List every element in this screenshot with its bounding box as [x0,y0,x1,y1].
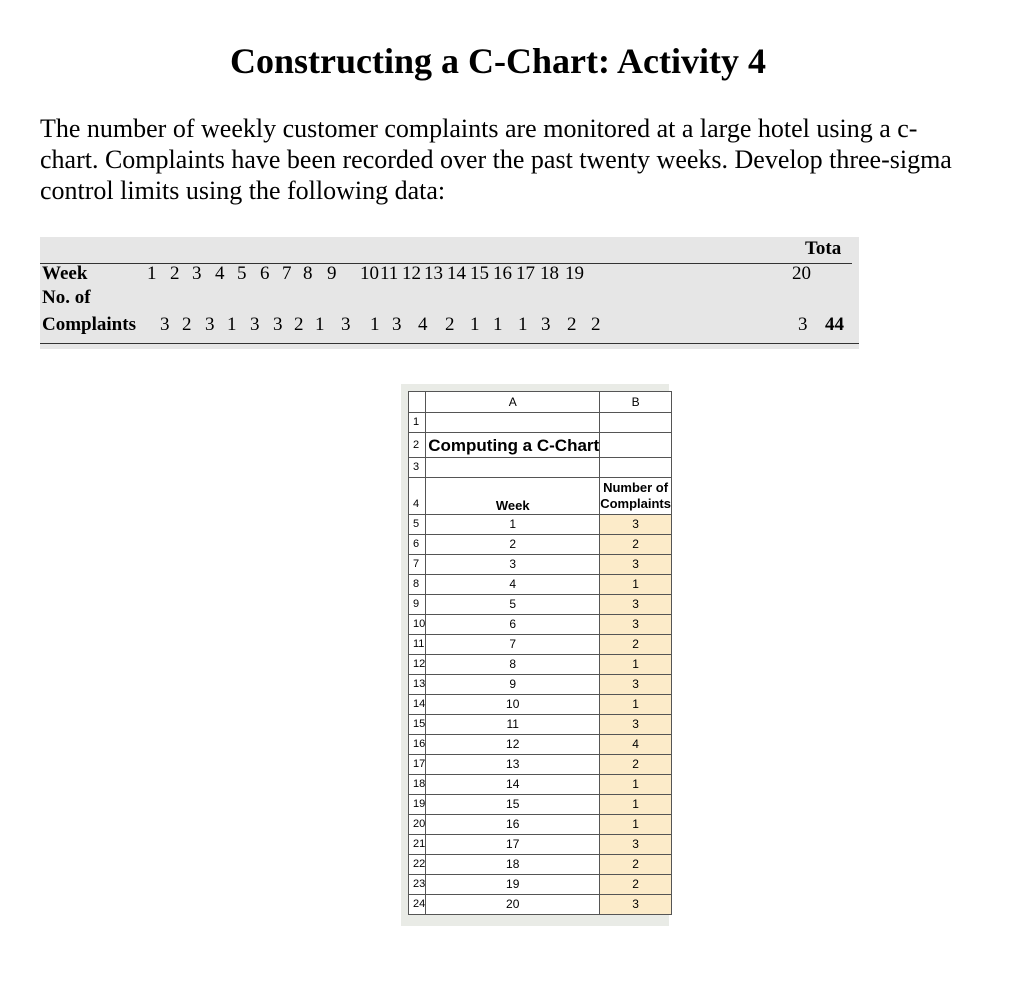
cell-a[interactable]: 6 [426,615,600,635]
cell-a[interactable]: 17 [426,835,600,855]
cell-b[interactable]: 3 [600,715,672,735]
week-number: 13 [424,263,443,284]
cell-a[interactable]: 16 [426,815,600,835]
cell-b[interactable]: 2 [600,875,672,895]
complaint-count: 3 [541,314,551,335]
complaint-count: 1 [227,314,237,335]
row-number[interactable]: 22 [409,855,426,875]
cell-a[interactable]: 15 [426,795,600,815]
row-number[interactable]: 18 [409,775,426,795]
complaint-count: 1 [470,314,480,335]
cell-b[interactable]: 2 [600,535,672,555]
week-number: 19 [565,263,584,284]
cell-b[interactable]: 4 [600,735,672,755]
page-title: Constructing a C-Chart: Activity 4 [230,41,766,81]
cell-b[interactable]: 3 [600,615,672,635]
cell-b[interactable] [600,433,672,458]
cell-a[interactable]: 3 [426,555,600,575]
cell-b[interactable]: 2 [600,755,672,775]
row-number[interactable]: 16 [409,735,426,755]
complaint-count: 3 [392,314,402,335]
table-row [409,675,672,695]
cell-a[interactable]: 7 [426,635,600,655]
cell-a[interactable]: 9 [426,675,600,695]
table-row [409,413,672,433]
row-number[interactable]: 19 [409,795,426,815]
divider [40,343,859,344]
week-number: 20 [792,263,811,284]
spreadsheet-table [408,391,672,915]
table-row [409,715,672,735]
complaints-header-line2: Complaints [600,496,671,511]
complaint-count: 4 [418,314,428,335]
table-row [409,695,672,715]
cell-b[interactable] [600,458,672,478]
cell-a[interactable]: 5 [426,595,600,615]
cell-a[interactable]: 1 [426,515,600,535]
table-row [409,575,672,595]
complaints-header-line1: Number of [603,480,669,495]
cell-a[interactable]: 8 [426,655,600,675]
table-row [409,755,672,775]
cell-a[interactable]: 12 [426,735,600,755]
table-row [409,595,672,615]
complaint-count: 2 [591,314,601,335]
complaint-count: 3 [273,314,283,335]
cell-a[interactable]: Week [426,478,600,515]
complaint-count: 1 [518,314,528,335]
complaint-count: 1 [493,314,503,335]
week-number: 16 [493,263,512,284]
table-row [409,635,672,655]
total-value: 44 [825,314,844,335]
cell-a[interactable] [426,458,600,478]
row-number[interactable]: 11 [409,635,426,655]
week-number: 10 [360,263,379,284]
row-number[interactable]: 3 [409,458,426,478]
cell-b[interactable]: 1 [600,795,672,815]
week-number: 7 [282,263,292,284]
table-row [409,855,672,875]
cell-b[interactable] [600,478,672,515]
complaint-count: 1 [315,314,325,335]
cell-b[interactable]: 1 [600,655,672,675]
cell-a[interactable]: 11 [426,715,600,735]
column-header-b[interactable]: B [600,392,672,413]
row-number[interactable]: 10 [409,615,426,635]
row-number[interactable]: 2 [409,433,426,458]
table-row [409,835,672,855]
complaint-count: 3 [250,314,260,335]
cell-a[interactable]: 10 [426,695,600,715]
corner-cell [409,392,426,413]
cell-b[interactable]: 3 [600,555,672,575]
row-number[interactable]: 12 [409,655,426,675]
row-number[interactable]: 1 [409,413,426,433]
table-row [409,655,672,675]
cell-b[interactable]: 3 [600,835,672,855]
complaint-count: 2 [445,314,455,335]
cell-b[interactable]: 3 [600,515,672,535]
cell-b[interactable]: 1 [600,815,672,835]
week-number: 2 [170,263,180,284]
problem-statement: The number of weekly customer complaints are monitored at a large hotel using a c-chart. Complaints have been recorded over the past twenty weeks. Develop three-sigma control limits using the following data: [40,114,952,205]
table-row [409,458,672,478]
row-number[interactable]: 20 [409,815,426,835]
cell-a[interactable]: 14 [426,775,600,795]
cell-b[interactable]: 1 [600,775,672,795]
row-number[interactable]: 6 [409,535,426,555]
row-number[interactable]: 4 [409,478,426,515]
cell-a[interactable] [426,413,600,433]
row-number[interactable]: 23 [409,875,426,895]
week-number: 6 [260,263,270,284]
cell-a[interactable]: 2 [426,535,600,555]
complaint-count: 2 [182,314,192,335]
row-number[interactable]: 24 [409,895,426,915]
cell-b[interactable]: 1 [600,575,672,595]
cell-b[interactable]: 3 [600,675,672,695]
complaint-count: 2 [294,314,304,335]
cell-a[interactable]: 20 [426,895,600,915]
cell-b[interactable]: 3 [600,895,672,915]
table-row [409,478,672,515]
table-row [409,433,672,458]
row-number[interactable]: 5 [409,515,426,535]
cell-b[interactable]: 2 [600,855,672,875]
cell-b[interactable]: 2 [600,635,672,655]
table-row [409,795,672,815]
row-number[interactable]: 7 [409,555,426,575]
table-row [409,895,672,915]
complaint-count: 3 [205,314,215,335]
complaints-label-line2: Complaints [42,314,136,335]
table-row [409,815,672,835]
cell-b[interactable] [600,413,672,433]
cell-a[interactable]: 19 [426,875,600,895]
row-number[interactable]: 17 [409,755,426,775]
week-number: 15 [470,263,489,284]
week-number: 18 [540,263,559,284]
week-number: 8 [303,263,313,284]
table-row [409,535,672,555]
table-row [409,615,672,635]
complaint-count: 3 [160,314,170,335]
row-number[interactable]: 9 [409,595,426,615]
week-number: 5 [237,263,247,284]
divider [40,263,852,264]
spreadsheet [401,384,669,926]
total-header: Tota [805,238,842,259]
complaint-count: 3 [341,314,351,335]
cell-b[interactable]: 1 [600,695,672,715]
column-header-a[interactable]: A [426,392,600,413]
cell-a[interactable]: 4 [426,575,600,595]
row-number[interactable]: 15 [409,715,426,735]
row-number[interactable]: 14 [409,695,426,715]
cell-a[interactable]: 13 [426,755,600,775]
row-number[interactable]: 8 [409,575,426,595]
week-number: 17 [516,263,535,284]
cell-a[interactable]: Computing a C-Chart [426,433,600,458]
week-number: 11 [380,263,399,284]
complaint-count: 3 [798,314,808,335]
week-label: Week [42,263,88,284]
row-number[interactable]: 13 [409,675,426,695]
week-number: 3 [192,263,202,284]
week-number: 9 [327,263,337,284]
week-number: 14 [447,263,466,284]
data-strip [40,237,859,349]
complaint-count: 2 [567,314,577,335]
complaint-count: 1 [370,314,380,335]
table-row [409,515,672,535]
table-row [409,775,672,795]
cell-b[interactable]: 3 [600,595,672,615]
row-number[interactable]: 21 [409,835,426,855]
week-number: 1 [147,263,157,284]
table-row [409,735,672,755]
table-row [409,875,672,895]
table-row [409,555,672,575]
week-number: 4 [215,263,225,284]
week-number: 12 [402,263,421,284]
complaints-label-line1: No. of [42,287,91,308]
cell-a[interactable]: 18 [426,855,600,875]
